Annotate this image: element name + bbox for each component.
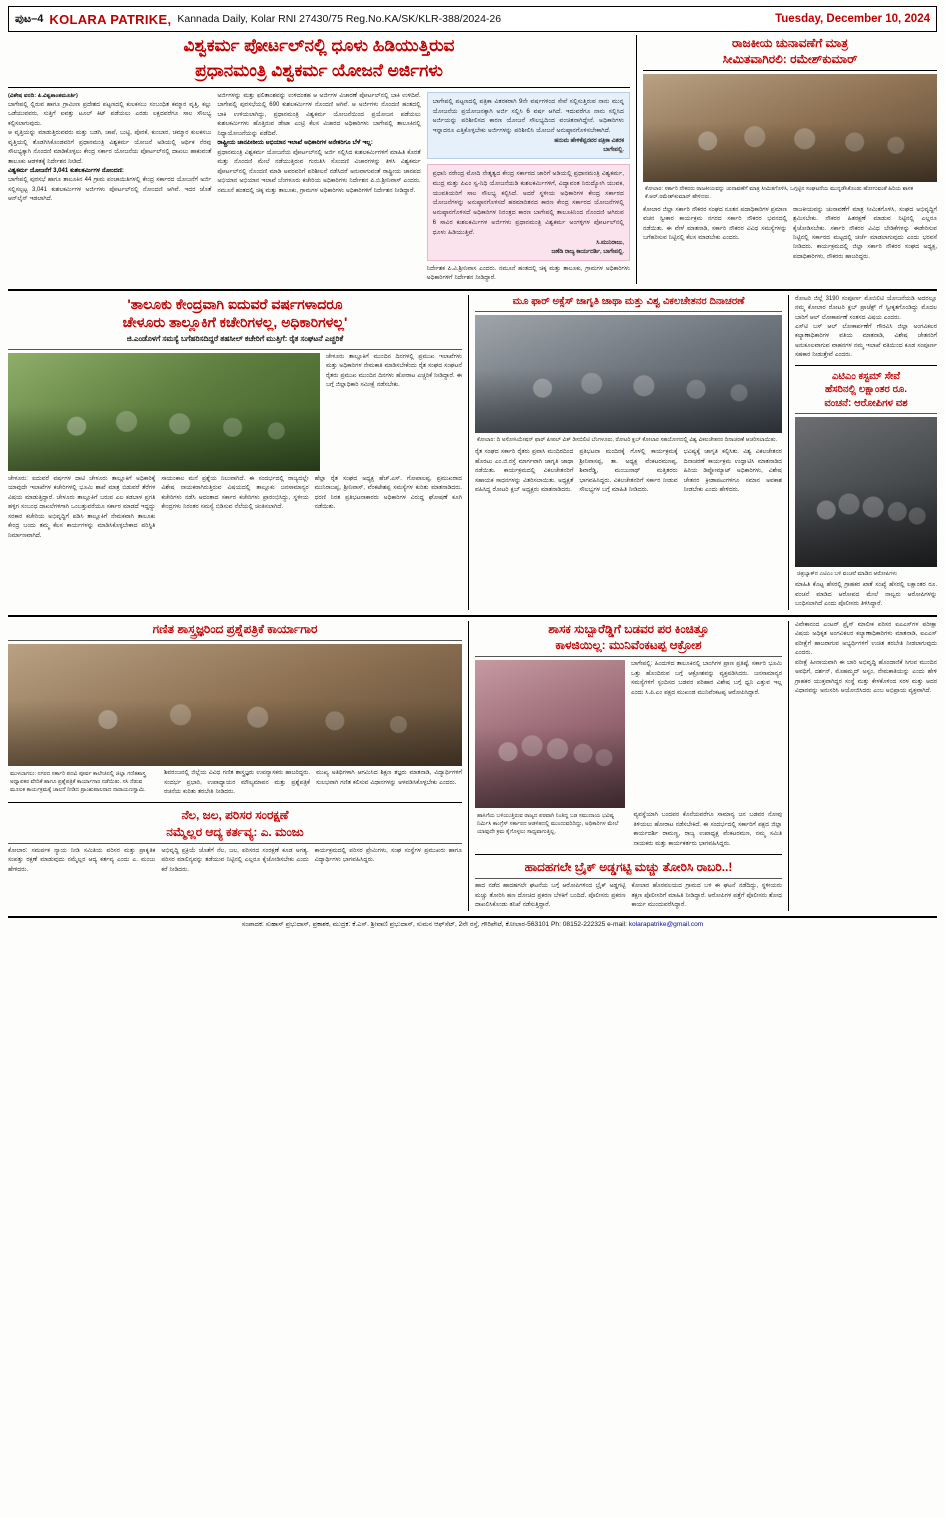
low-mid-headline-line1: ಶಾಸಕ ಸುಬ್ಬಾರೆಡ್ಡಿಗೆ ಬಡವರ ಪರ ಕಿಂಚಿತ್ತೂ [548, 621, 709, 636]
quote-blue-credit-place: ಬಾಗೇಪಲ್ಲಿ. [603, 147, 624, 154]
lead-col1-p3: ಬಾಗೇಪಲ್ಲಿ ಪುರಸಭೆ ಹಾಗೂ ತಾಲೂಕಿನ 44 ಗ್ರಾಮ ಪಂಚಾಯಿತಿಗಳಲ್ಲಿ ಕೇಂದ್ರ ಸರ್ಕಾರದ ಯೋಜನೆಗೆ ಅರ್ಜಿ ಸಲ್ಲಿಸಲ್ಪಟ್ಟ 3,041 ಕುಶಲಕರ್ಮಿಗಳ ಅರ್ಜಿಗಳು ಪೋರ್ಟಲ್‌ನಲ್ಲಿ ನೋಂದಣಿ ಆಗಿವೆ. ಇದರ ಜೊತೆ ಆನ್‌ಲೈನ್ ಇಡಲಾಗಿದೆ. [8, 177, 212, 203]
mid-right-subhead-line2: ಹೆಸರಿನಲ್ಲಿ ಲಕ್ಷಾಂತರ ರೂ. [824, 384, 908, 396]
low-left-photo [8, 644, 462, 766]
mid-mid-col-3: ಭವಿಷ್ಯಕ್ಕೆ ಜಾಗೃತಿ ಕಲ್ಪಿಸಿತು. ವಿಶ್ವ ವಿಕಲಚೇತನರ ದಿನಾಚರಣೆ ಕಾರ್ಯಕ್ರಮ ಉದ್ಘಾಟಿಸಿ ಮಾತನಾಡಿದ ಹಿರಿಯ ಡಿಪ್ಲೋಮ್ಯಾಟ್ ಅಧಿಕಾರಿಗಳು, ವಿಶೇಷ ಚೇತನರ ಕ್ರೀಡಾಪಟುಗಳಿಗೂ ಸಮಾನ ಅವಕಾಶ ನೀಡಬೇಕು ಎಂದು ಹೇಳಿದರು. [683, 449, 782, 494]
quote-pink-credit-role: ಜಣೆಡಿ ರಾಜ್ಯ ಕಾರ್ಯದರ್ಶಿ, ಬಾಗೇಪಲ್ಲಿ. [551, 248, 624, 255]
low-mid-col-4: ಕೋಲಾರ ಹೊರವಲಯದ ಗ್ರಾಮದ ಬಳಿ ಈ ಘಟನೆ ನಡೆದಿದ್ದು, ಸ್ಥಳೀಯರು ತಕ್ಷಣ ಪೊಲೀಸರಿಗೆ ಮಾಹಿತಿ ನೀಡಿದ್ದಾರೆ. ಆರೋಪಿಗಳ ಪತ್ತೆಗೆ ಪೊಲೀಸರು ಶೋಧ ಕಾರ್ಯ ಮುಂದುವರೆಸಿದ್ದಾರೆ. [631, 883, 782, 909]
footer-imprint [8, 916, 937, 929]
lead-dateline: (ವಿಶೇಷ ವರದಿ: ಪಿ.ವಿಶ್ವಶಾಂತಮೂರ್ತಿ) [8, 92, 78, 99]
mid-section [8, 295, 937, 610]
top-section [8, 35, 937, 284]
lead-col2-p1: ಅರ್ಜಿಗಳನ್ನು ಮತ್ತು ಫಲಿತಾಂಶವನ್ನು ಉಳಿದಂತಹ ಆ ಅರ್ಜಿಗಳ ವಿಚಾರಣೆ ಪೋರ್ಟಲ್‌ನಲ್ಲಿ ಬಾಕಿ ಉಳಿದಿವೆ. ಬಾಗೇಪಲ್ಲಿ ಪುರಸಭೆಯಲ್ಲಿ 690 ಕುಶಲಕರ್ಮಿಗಳ ನೊಂದಣಿ ಆಗಿವೆ. ಆ ಅರ್ಜಿಗಳು ನೊಂದಣಿ ಹಂತದಲ್ಲಿ ಬಾಕಿ ಉಳಿಯಲಾಗಿದ್ದು, ಪ್ರಧಾನಮಂತ್ರಿ ವಿಶ್ವಕರ್ಮ ಯೋಜನೆಯಿಂದ ಪ್ರಯೋಜನ ಪಡೆಯಲು ಕುಶಲಕರ್ಮಿಗಳು ಹೊತ್ತಿರುವ ಡೇಟಾ ಎಂಟ್ರಿ ಕೆಲಸ ವಿಚಾರದ ಅಧಿಕಾರಿಗಳು ಬಾಗೇಪಲ್ಲಿ ತಾಲೂಕಿನಲ್ಲಿ ನಿಧ್ಯಾಯೋಜನೆಯನ್ನು ಪಡೆದಿವೆ. [217, 92, 421, 137]
lead-col2-subhead: ರಾಷ್ಟ್ರೀಯ ಜಾನಪೀಠೀಯ ಅಭಿಯಾನ ಇಲಾಖೆ ಅಧಿಕಾರಿಗಳ ಅನೇಕರಿಗೂ ಬೆಳೆ ಇಲ್ಲ: [217, 140, 373, 147]
mid-middle-story [468, 295, 788, 610]
mid-left-headline-line2: ಚೇಳೂರು ತಾಲ್ಲೂಕಿಗೆ ಕಚೇರಿಗಳಲ್ಲ, ಅಧಿಕಾರಿಗಳಲ್ಲ' [122, 314, 348, 331]
low-left-headline: ಗಣಿತ ಶಾಸ್ತ್ರಜ್ಞರಿಂದ ಪ್ರಶ್ನೆಪತ್ರಿಕೆ ಕಾರ್ಯಾಗಾರ [152, 621, 318, 636]
mid-left-bottom-row [8, 475, 462, 541]
top-right-photo-caption: ಕೋಲಾರ: ಸರ್ಕಾರಿ ನೌಕರರು ರಾಜಕೀಯವನ್ನು ಚುನಾವಣೆಗೆ ಮಾತ್ರ ಸೀಮಿತಗೊಳಿಸಿ, ಒಗ್ಗಟ್ಟಿನ ಸಂಘಟನೆಯ ಮುನ್ನಡೆಸಿಕೊಂಡು ಹೋಗುವಂತೆ ಹಿರಿಯ ಶಾಸಕ ಕೆ.ಆರ್.ರಮೇಶ್‌ಕುಮಾರ್ ಹೇಳಿದರು. [645, 186, 914, 201]
quote-blue-credit-name: ಹನುಮ ಹೇಳಿಕೆಪ್ಪನವರ ಪತ್ರಿಕಾ ವಿತರಕ [554, 138, 624, 145]
low-mid-photo-caption: ಹಾಸಿಗೆಯ ಬಳಿಯುತ್ತಿರುವ ರಾಜ್ಯದ ಪರವಾಗಿ ನಿಂತಿದ್ದ ಬಡ ಸಮುದಾಯ ಭವಿಷ್ಯ ನಿರ್ಮಿಸಿ ಕಾಂಗ್ರೆಸ್ ಸರ್ಕಾರದ ಆಡಳಿತದಲ್ಲಿ ಮುಂದುವರಿದಿದ್ದು, ಅಧಿಕಾರಿಗಳ ಮೇಲೆ ಯಾವುದೇ ಕ್ರಮ ಕೈಗೊಳ್ಳಲು ಸಾಧ್ಯವಾಗುತ್ತಿಲ್ಲ. [477, 813, 619, 836]
quote-blue-text: ಬಾಗೇಪಲ್ಲಿ ಪಟ್ಟಣದಲ್ಲಿ ಪತ್ರಿಕಾ ವಿತರಕರಾಗಿ 9ನೇ ವರ್ಷಗಳಿಂದ ಸೇವೆ ಸಲ್ಲಿಸುತ್ತಿರುವ ನಾನು ಮುನ್ನ ಯೋಜನೆಯ ಪ್ರಯೋಜನಕ್ಕಾಗಿ ಅರ್ಜಿ ಸಲ್ಲಿಸಿ 6 ವರ್ಷ ಆಗಿದೆ. ಇದುವರೆಗೂ ನಾನು ಸಲ್ಲಿಸಿದ ಅರ್ಜಿಯನ್ನು ಪರಿಶೀಲಿಸದ ಕಾರಣ ಯೋಜನೆ ಸೌಲಭ್ಯದಿಂದ ವಂಚಿತನಾಗಿದ್ದೇನೆ. ಅಧಿಕಾರಿಗಳು ಇನ್ನಾದರೂ ಎತ್ತಿಕೊಳ್ಳಬೇಕು ಅರ್ಜಿಗಳನ್ನು ಪರಿಶೀಲಿಸಿ ಯೋಜನೆ ಅನುಷ್ಠಾನಗೊಳಿಸಬೇಕಾಗಿದೆ. [432, 97, 624, 135]
quote-box-blue [427, 92, 630, 159]
mid-left-photo-wrap [8, 353, 320, 471]
lead-column-2 [217, 92, 420, 284]
lead-headline-line1: ವಿಶ್ವಕರ್ಮ ಪೋರ್ಟಲ್‌ನಲ್ಲಿ ಧೂಳು ಹಿಡಿಯುತ್ತಿರುವ [183, 36, 455, 55]
top-right-columns [643, 206, 937, 263]
mid-right-col-2: ಎಸ್‌ಟಿ ಬಸ್ ಆಲ್ ಲೋಕಾರ್ಪಣೆಗೆ ಗೌರವಿಸಿ ಜಿಲ್ಲಾ ಅಂಗವಿಕಲರ ಕಲ್ಯಾಣಾಧಿಕಾರಿಗಳ ವತಿಯ ಮಾತನಾಡಿ, ವಿಶೇಷ ಚೇತನರಿಗೆ ಅನುಕೂಲವಾಗುವ ವಾಹನಗಳ ನಮ್ಮ ಇಲಾಖೆ ವತಿಯಿಂದ ಕೂಡ ಸಂಪೂರ್ಣ ಸಹಕಾರ ನೀಡುತ್ತೇವೆ ಎಂದರು. [795, 323, 937, 359]
footer-email[interactable]: kolarapatrike@gmail.com [628, 920, 704, 928]
mid-mid-photo [475, 315, 782, 433]
mid-left-subheadline: ಜಿ.ಎಂಡೊಳಗೆ ಸಮಸ್ಯೆ ಬಗೆಹರಿಸದಿದ್ದರೆ ತಹಸೀಲ್ ಕಚೇರಿಗೆ ಮುತ್ತಿಗೆ: ರೈತ ಸಂಘಟನೆ ಎಚ್ಚರಿಕೆ [126, 334, 344, 344]
mid-right-story [788, 295, 937, 610]
low-mid-col-3: ಹಾದ ನಡೆದ ಹಾದಹಗಲೇ ಘಟನೆಯ ಬಗ್ಗೆ ಆರೋಪಿಗಳಿಂದ ಬ್ರೈಕ್ ಅಡ್ಡಗಟ್ಟಿ ಮಚ್ಚು ತೋರಿಸಿ ಹಣ ದೋಚಿದ ಪ್ರಕರಣ ಬೆಳಕಿಗೆ ಬಂದಿದೆ. ಪೊಲೀಸರು ಪ್ರಕರಣ ದಾಖಲಿಸಿಕೊಂಡು ತನಿಖೆ ನಡೆಸುತ್ತಿದ್ದಾರೆ. [475, 883, 626, 909]
low-mid-robbery-columns [475, 882, 782, 910]
mid-left-top-row [8, 353, 462, 471]
low-mid-col-2: ವ್ಯವಸ್ಥೆಯಾಗಿ ಬಂದವರ ಕೊನೆಯವರೆಗೂ ಸಾಮಾನ್ಯ ಜನ ಬಡವರ ನೋವು ತಿಳಿಯಲು ಹೋರಾಟ ನಡೆಸಬೇಕಿದೆ. ಈ ಸಂದರ್ಭದಲ್ಲಿ ಸರ್ಕಾರಿಗೆ ಪಕ್ಷದ ಜಿಲ್ಲಾ ಕಾರ್ಯದರ್ಶಿ ರಾಮಣ್ಣ, ರಾಜ್ಯ ಉಪಾಧ್ಯಕ್ಷ ವೆಂಕಟರಮಣ, ನಮ್ಮ ಸಮಿತಿ ನಾಯಕರು ಮತ್ತು ಕಾರ್ಯಕರ್ತರು ಭಾಗವಹಿಸಿದ್ದರು. [633, 812, 782, 847]
low-left-subhead-line2: ನಮ್ಮೆಲ್ಲರ ಆದ್ಯ ಕರ್ತವ್ಯ: ಎ. ಮಂಜು [166, 824, 304, 839]
low-left-lower-columns [8, 847, 462, 875]
mid-right-col-1: ರೋಟರಿ ಜಿಲ್ಲೆ 3190 ಸಂಪೂರ್ಣ ಮೊಬಿಲಿಟಿ ಯೋಜನೆಯಡಿ ಅದರಲ್ಲೂ ನಮ್ಮ ಕೋಲಾರ ರೋಟರಿ ಕ್ಲಬ್ ಪ್ರಾಜೆಕ್ಟ್ ಗೆ ಸ್ವೀಕೃತಗೊಂಡಿದ್ದು ಮೊದಲ ಬಾರಿಗೆ ಆಲ್ ಲೋಕಾರ್ಪಣೆ ಸಂತಸದ ವಿಷಯ ಎಂದರು. [795, 295, 937, 321]
lead-col1-p2: ಆ ವೃತ್ತಿಯನ್ನು ಮಾಡುತ್ತಿರುವವರು ಮತ್ತು ಬಡಗಿ, ಚಾಪೆ, ಬುಟ್ಟಿ, ಪೊರಕೆ, ಕುಂಬಾರ, ಚಮ್ಮಾರ ಕುಲಕಸಬು ವೃತ್ತಿಯಲ್ಲಿ ತೊಡಗಿಸಿಕೊಂಡವರಿಗೆ ಪ್ರಧಾನಮಂತ್ರಿ ವಿಶ್ವಕರ್ಮ ಯೋಜನೆ ಅಡಿಯಲ್ಲಿ ಆರ್ಥಿಕ ನೆರವು ಸೌಲಭ್ಯಕ್ಕಾಗಿ ನೊಂದಣಿ ಮಾಡಿಕೊಳ್ಳಲು ಕೇಂದ್ರ ಸರ್ಕಾರ ಯೋಜನೆಯ ಪೋರ್ಟಲ್‌ನಲ್ಲಿ ದಾಖಲು ಹಾಕುವಂತೆ ತಾಲೂಕು ಆಡಳಿತಕ್ಕೆ ನಿರ್ದೇಶನ ನೀಡಿದೆ. [8, 130, 212, 165]
low-mid-bottom-row [475, 811, 782, 849]
paper-subtitle: Kannada Daily, Kolar RNI 27430/75 Reg.No.KA/SK/KLR-388/2024-26 [177, 13, 502, 25]
quote-box-pink [427, 164, 630, 261]
issue-date: Tuesday, December 10, 2024 [775, 13, 930, 25]
mid-left-col-2: ಸಾಯಂಕಾಲ ಮನೆ ಪ್ರಶ್ನೆಯ ನಿಲುವಾಗಿದೆ. ಈ ಸಂದರ್ಭದಲ್ಲಿ ರಾಜ್ಯದಲ್ಲೇ ವಿಶೇಷ ನಾಯಕರಾಗಿರುತ್ತಿರುವ ವಿಷಯದಲ್ಲಿ ತಾಲ್ಲೂಕು ಜನಸಾಮಾನ್ಯರ ಕಚೇರಿಗಳು ನಡೆಸಿ ಆದಂತಾದ ಸರ್ಕಾರ ಕಚೇರಿಗಳು ಪ್ರಾರಂಭಿಸಿದ್ದು, ಸ್ಥಳೀಯ ಕೇಂದ್ರಗಳು ನಿರಂತರ ಸಮಸ್ಯೆ ಬಿಡಿಸುವ ನೆಲೆಯಲ್ಲಿ ಚಿಂತಿಸಲಾಗಿದೆ. [161, 475, 309, 511]
low-left-col-6: ಕಾರ್ಯಕ್ರಮದಲ್ಲಿ ಪರಿಸರ ಪ್ರೇಮಿಗಳು, ಸಂಘ ಸಂಸ್ಥೆಗಳ ಪ್ರಮುಖರು ಹಾಗೂ ವಿದ್ಯಾರ್ಥಿಗಳು ಭಾಗವಹಿಸಿದ್ದರು. [314, 847, 462, 864]
top-right-photo [643, 74, 937, 182]
mid-left-headline-line1: 'ತಾಲೂಕು ಕೇಂದ್ರವಾಗಿ ಐದುವರೆ ವರ್ಷಗಳಾದರೂ [127, 295, 343, 312]
page-number: ಪುಟ–4 [15, 12, 44, 25]
low-left-photo-caption: ಮುಳಬಾಗಲು: ನಗರದ ಸರ್ಕಾರಿ ಪದವಿ ಪೂರ್ವ ಕಾಲೇಜಿನಲ್ಲಿ ಜಿಲ್ಲಾ ಗಣಿತಶಾಸ್ತ್ರ ಅಧ್ಯಾಪಕರ ವೇದಿಕೆ ಹಾಗೂ ಪ್ರಶ್ನೆಪತ್ರಿಕೆ ಕಾರ್ಯಾಗಾರ ನಡೆಯಿತು. ಸಸಿ ನೆಡುವ ಮೂಲಕ ಕಾರ್ಯಕ್ರಮಕ್ಕೆ ಚಾಲನೆ ನೀಡಿದ ಪ್ರಾಂಶುಪಾಲರಾದ ನಾರಾಯಣಸ್ವಾಮಿ. [10, 771, 146, 794]
low-mid-photo-wrap [475, 660, 625, 808]
mid-mid-photo-caption: ಕೋಲಾರ: ದಿ ಅಸೋಸಿಯೇಷನ್ ಫಾರ್ ಪೀಪಲ್ ವಿತ್ ಡಿಸಬಿಲಿಟಿ ಬೆಂಗಳೂರು, ರೋಟರಿ ಕ್ಲಬ್ ಕೋಲಾರ ಸಹಯೋಗದಲ್ಲಿ ವಿಶ್ವ ವಿಕಲಚೇತನರ ದಿನಾಚರಣೆ ಆಚರಿಸಲಾಯಿತು. [477, 437, 778, 444]
low-left-col-5: ಅಭಿವೃದ್ಧಿ ಪ್ರಕ್ರಿಯೆ ಜೊತೆಗೆ ನೆಲ, ಜಲ, ಪರಿಸರದ ಸಂರಕ್ಷಣೆ ಕೂಡ ಅಗತ್ಯ. ಪರಿಸರ ಮಾಲಿನ್ಯವನ್ನು ತಡೆಯುವ ನಿಟ್ಟಿನಲ್ಲಿ ಎಲ್ಲರೂ ಕೈಜೋಡಿಸಬೇಕು ಎಂದು ಕರೆ ನೀಡಿದರು. [161, 847, 309, 873]
top-right-story [636, 35, 937, 284]
mid-right-photo [795, 417, 937, 567]
low-section [8, 621, 937, 911]
low-mid-subheadline: ಹಾದಹಗಲೇ ಬ್ರೈಕ್ ಅಡ್ಡಗಟ್ಟಿ ಮಚ್ಚು ತೋರಿಸಿ ರಾಬರಿ..! [524, 860, 733, 875]
low-right-story [788, 621, 937, 911]
low-mid-top-row [475, 660, 782, 808]
mid-right-col-3: ಮಾಹಿತಿ ಕೊಟ್ಟ ಹೆಸರಲ್ಲಿ ಗ್ರಾಹಕರ ಖಾತೆ ಸಂಖ್ಯೆ ಹೆಸರಲ್ಲಿ ಲಕ್ಷಾಂತರ ರೂ. ವಂಚನೆ ಮಾಡಿದ ಆರೋಪದ ಮೇಲೆ ನಾಲ್ವರು ಆರೋಪಿಗಳನ್ನು ಬಂಧಿಸಲಾಗಿದೆ ಎಂದು ಪೊಲೀಸರು ತಿಳಿಸಿದ್ದಾರೆ. [795, 582, 937, 608]
mid-right-photo-caption: ಚಿತ್ರಬ್ಯಾಕ್‌ನ ಎಟಿಎಂ ಬಳಿ ವಂಚನೆ ಮಾಡಿದ ಆರೋಪಿಗಳು [797, 571, 898, 578]
mid-left-story [8, 295, 468, 610]
low-right-col-2: ಪರೀಕ್ಷೆ ಹೀನಾಯವಾಗಿ ಈ ಬಾರಿ ಅಭಿವೃದ್ಧಿ ಹೊಂದಾಣಿಕೆ ಸಿಗುವ ಮುಂದಿನ ಅವಧಿಗೆ, ದರ್ಶನ್, ಮೊಹಮ್ಮದ್ ಅಸ್ಲಂ, ನೇಮಕಾತಿಯನ್ನು ಎಂದು ಹೇಳಿ ಗ್ರಾಹಕರ ಯುಕ್ತವಾಗಿದ್ದರ ಸಂಸ್ಥೆ ಮತ್ತು ಕೇಳಕೊಳಿಂದ ಸರಳ ಮತ್ತು ಆದರ ವಿಧಾನವನ್ನು ಅನುಸರಿಸಿ ಆಯೋಜಿಸಿದರು ಎಂಬ ಅಭಿಪ್ರಾಯ ವ್ಯಕ್ತವಾಗಿದೆ. [795, 659, 937, 695]
lead-headline-line2: ಪ್ರಧಾನಮಂತ್ರಿ ವಿಶ್ವಕರ್ಮ ಯೋಜನೆ ಅರ್ಜಿಗಳು [195, 60, 443, 80]
lead-column-1 [8, 92, 211, 284]
paper-title: KOLARA PATRIKE, [49, 11, 172, 27]
mid-left-photo [8, 353, 320, 471]
mid-left-col-4: ಹೆಲ್ಲಾ ರೈತ ಸಂಘದ ಅಧ್ಯಕ್ಷ ಹೆಚ್.ಎಸ್. ಗೋಪಾಲಪ್ಪ, ಪ್ರಮುಖರಾದ ಮುನಿರಾಜಪ್ಪ, ಶ್ರೀನಿವಾಸ್, ವೆಂಕಟೇಶಪ್ಪ ಸಮಸ್ಯೆಗಳ ಕುರಿತು ಮಾತನಾಡಿದರು. ಧರಣಿ ನಿರತ ಪ್ರತಿಭಟನಾಕಾರರು ಅಧಿಕಾರಿಗಳ ವಿರುದ್ಧ ಘೋಷಣೆ ಕೂಗಿ ನಡೆಯಿತು. [314, 475, 462, 511]
quote-pink-credit-name: ಸಿ.ಮುನಿರಾಜು, [596, 239, 624, 246]
low-left-col-2: ಶಿವರಂಜನಲ್ಲಿ ಜಿಲ್ಲೆಯ ವಿವಿಧ ಗಣಿತ ಶಾಸ್ತ್ರಜ್ಞರು ಉಪನ್ಯಾಸಕರು ಹಾಜರಿದ್ದರು. ಸಂದರ್ಭ ಪ್ರಭಾರಿ, ಉಪಾಧ್ಯಾಯರ ಮೌಲ್ಯಮಾಪನ ಮತ್ತು ಪ್ರಶ್ನೆಪತ್ರಿಕೆ ರಚನೆಯ ಕುರಿತು ತರಬೇತಿ ನೀಡಿದರು. [164, 770, 310, 795]
mid-mid-col-1: ರೈತ ಸಂಘದ ಸರ್ಕಾರಿ ರೈತರು ಪ್ರವಾಸಿ ಮಂದಿರದಿಂದ ಹೊರಟು ಎಂ.ಜಿ.ರಸ್ತೆ ಮಾರ್ಗವಾಗಿ ಜಾಗೃತಿ ಜಾಥಾ ನಡೆಯಿತು. ಕಾರ್ಯಕ್ರಮದಲ್ಲಿ ವಿಕಲಚೇತನರಿಗೆ ಸಹಾಯಕ ಸಾಧನಗಳನ್ನು ವಿತರಿಸಲಾಯಿತು. ಅಧ್ಯಕ್ಷತೆ ವಹಿಸಿದ್ದ ರೋಟರಿ ಕ್ಲಬ್ ಅಧ್ಯಕ್ಷರು ಮಾತನಾಡಿದರು. [475, 449, 574, 494]
top-right-col-2: ರಾಜಕೀಯವನ್ನು ಚುನಾವಣೆಗೆ ಮಾತ್ರ ಸೀಮಿತಗೊಳಿಸಿ, ಸಂಘದ ಅಭಿವೃದ್ಧಿಗೆ ಶ್ರಮಿಸಬೇಕು. ನೌಕರರ ಹಿತರಕ್ಷಣೆ ಮಾಡುವ ನಿಟ್ಟಿನಲ್ಲಿ ಎಲ್ಲರೂ ಕೈಜೋಡಿಸಬೇಕು. ಸರ್ಕಾರಿ ನೌಕರರ ವಿವಿಧ ಬೇಡಿಕೆಗಳನ್ನು ಈಡೇರಿಸುವ ನಿಟ್ಟಿನಲ್ಲಿ ಸರ್ಕಾರದ ಮಟ್ಟದಲ್ಲಿ ಚರ್ಚೆ ಮಾಡಲಾಗುವುದು ಎಂದು ಭರವಸೆ ನೀಡಿದರು. ಕಾರ್ಯಕ್ರಮದಲ್ಲಿ ಜಿಲ್ಲಾ ಸರ್ಕಾರಿ ನೌಕರರ ಸಂಘದ ಅಧ್ಯಕ್ಷ, ಪದಾಧಿಕಾರಿಗಳು, ನೌಕರರು ಹಾಜರಿದ್ದರು. [793, 206, 937, 260]
footer-text: ಸಂಪಾದಕ: ಸುಹಾಸ್ ಪ್ರಭುದಾಸ್, ಪ್ರಕಾಶಕ, ಮುದ್ರಕ: ಕೆ.ಎಸ್. ಶ್ರೀವಾಣಿ ಪ್ರಭುದಾಸ್, ಸುಮನ ಆಫ್‌ಸೆಟ್, 2ನೇ ರಸ್ತೆ, ಗೌರಿಪೇಟೆ, ಕೋಲಾರ-563101 Ph: 08152-222325 e-mail: [241, 920, 629, 928]
mid-right-subhead-line3: ವಂಚನೆ: ಆರೋಪಿಗಳ ವಶ [824, 397, 908, 409]
low-mid-headline-line2: ಕಾಳಜಿಯಿಲ್ಲ: ಮುನಿವೆಂಕಟಪ್ಪ ಆಕ್ರೋಶ [555, 638, 702, 653]
top-right-headline-line2: ಸೀಮಿತವಾಗಿರಲಿ: ರಮೇಶ್‌ಕುಮಾರ್ [722, 52, 858, 67]
lead-story [8, 35, 636, 284]
lead-column-3 [427, 92, 630, 284]
low-left-subhead-line1: ನೆಲ, ಜಲ, ಪರಿಸರ ಸಂರಕ್ಷಣೆ [181, 808, 289, 823]
low-mid-col-1: ಬಾಗೇಪಲ್ಲಿ: ಹಿಂದುಳಿದ ತಾಲೂಕಿನಲ್ಲಿ ಬಾಂಗಿಗಳ ಪ್ರಾಣ ಪ್ರತಿಷ್ಠೆ, ಸರ್ಕಾರಿ ಭೂಮಿ ಒತ್ತು ಹೊಂದಿರುವ ಬಗ್ಗೆ ಆಕ್ರೋಶವನ್ನು ವ್ಯಕ್ತಪಡಿಸಿದರು. ಜನಸಾಮಾನ್ಯರ ಸಮಸ್ಯೆಗಳಿಗೆ ಸ್ಪಂದಿಸದ ಬಡವರ ಪರಿಹಾರ ವಿಶೇಷ ಬಗ್ಗೆ ಧ್ವನಿ ಎತ್ತುವ ಇಲ್ಲ ಎಂದು ಸಿ.ಪಿ.ಎಂ ಪಕ್ಷದ ಮುಖಂಡ ಮುನಿವೆಂಕಟಪ್ಪ ಆರೋಪಿಸಿದ್ದಾರೆ. [631, 661, 782, 696]
lead-columns [8, 92, 630, 284]
top-right-headline-line1: ರಾಜಕೀಯ ಚುನಾವಣೆಗೆ ಮಾತ್ರ [731, 36, 849, 50]
mid-left-col-1: ಚೇಳೂರು: ಐದುವರೆ ವರ್ಷಗಳ ದಾಟಿ ಚೇಳೂರು ತಾಲ್ಲೂಕಿಗೆ ಅಧಿಕಾರಿಕ್ಕೆ ಯಾವುದೇ ಇಲಾಖೆಗಳ ಕಚೇರಿಗಳಲ್ಲಿ ಭೂಮಿ ಶಾಖೆ ಮಾತ್ರ ಬಿಡುವರೆ ತೆರೆಗಳ ವಿಷಯ ಮಾಡುತ್ತಿದ್ದಾರೆ. ಚೇಳೂರು ತಾಲ್ಲೂಕಿಗೆ ಬರುವ ಎಲ ಕಡಬಾಳ ಪ್ರಗತಿ ಹಳ್ಳಿಗ ಸಂಬಂಧ ದಾಖಲೆಗಳಿಗಾಗಿ ಒಂಬತ್ತುವರೆಯೂ ಸರ್ಕಾರ ಮಾಡದೆ ಇದ್ದದ್ದು ಸರಕಾರ ಕಚೇರಿಯ ಅಭಿವೃದ್ಧಿಗೆ ಪಡಿಸಿ ತಾಲ್ಲೂಕಿಗೆ ನೇಮಕವಾಗಿ ತಾಲೂಕು ಕೇಂದ್ರ ಬಂದು ತಮ್ಮ ಕೆಲಸ ಕಾರ್ಯಗಳನ್ನು ಮಾಡಿಸಿಕೊಳ್ಳಬೇಕಾದ ಪರಿಸ್ಥಿತಿ ನಿರ್ಮಾಣವಾಗಿದೆ. [8, 475, 156, 539]
lead-col3-tail: ನಿರ್ದೇಶಕ ಪಿ.ವಿ.ಶ್ರೀನಿವಾಸ ಎಂದರು. ನಮೂನೆ ಹಂತದಲ್ಲಿ ಚಿಕ್ಕ ಮತ್ತು ತಾಲೂಕು, ಗ್ರಾಮಗಳ ಅಧಿಕಾರಿಗಳು ಅಧಿಕಾರಿಗಳಿಗೆ ನಿರ್ದೇಶನ ನೀಡಿದ್ದಾರೆ. [426, 265, 630, 282]
mid-mid-col-2: ಪ್ರತಿಭಟನಾ ಮಂದಿರಕ್ಕೆ ಗೊಳಲ್ಲಿ ಕಾರ್ಯಕ್ರಮಕ್ಕೆ ಶ್ರೀನಿವಾಸಪ್ಪ, ತಾ. ಅಧ್ಯಕ್ಷ ವೆಂಕಟರಮಣಪ್ಪ, ಶಿವಾರೆಡ್ಡಿ, ಮಂಜುನಾಥ್ ಮತ್ತಿತರರು ಭಾಗವಹಿಸಿದ್ದರು. ವಿಕಲಚೇತನರಿಗೆ ಸರ್ಕಾರ ನೀಡುವ ಸೌಲಭ್ಯಗಳ ಬಗ್ಗೆ ಮಾಹಿತಿ ನೀಡಿದರು. [579, 449, 678, 494]
low-left-col-4: ಕೋಲಾರ: ಸಮರ್ಪಕ ನ್ಯಾಯ ನೀಡಿ ಸಮಿತಿಯ ಪರಿಸರ ಮತ್ತು ಪ್ರಾಕೃತಿಕ ಸಂಪತ್ತು ರಕ್ಷಣೆ ಮಾಡುವುದು ನಮ್ಮೆಲ್ಲರ ಆದ್ಯ ಕರ್ತವ್ಯ ಎಂದು ಎ. ಮಂಜು ಹೇಳಿದರು. [8, 847, 156, 873]
low-left-columns [8, 769, 462, 797]
low-left-story [8, 621, 468, 911]
lead-col1-p1: ಬಾಗೇಪಲ್ಲಿ ಲ್ಲಿರುವ ಹಾಗೂ ಗ್ರಾಮೀಣ ಪ್ರದೇಶದ ಪಟ್ಟಣದಲ್ಲಿ ಕುಲಕಸಬು ಸಂಬಂಧಿತ ಕಮ್ಮಾರ ವೃತ್ತಿ, ಕಲ್ಲು ಒಡೆಯುವವರು, ಸುತ್ತಿಗೆ ಐವತ್ತು ಟೂಲ್ ಕಿಟ್ ಪಡೆಯಲು ಎರಡು ಲಕ್ಷದವರೆಗೂ ಸಾಲ ಸೌಲಭ್ಯ ಕಲ್ಪಿಸಲಾಗುವುದು. [8, 101, 212, 127]
mid-right-subhead-line1: ಎಟಿಎಂ ಕಸ್ಟಮ್ ಸೇವೆ [831, 370, 901, 382]
masthead [8, 6, 937, 32]
low-mid-photo [475, 660, 625, 808]
quote-pink-text: ಪ್ರಧಾನಿ ನರೇಂದ್ರ ಮೋದಿ ನೇತೃತ್ವದ ಕೇಂದ್ರ ಸರ್ಕಾರದ ಜಾರಿಗೆ ಅಡಿಯಲ್ಲಿ ಪ್ರಧಾನಮಂತ್ರಿ ವಿಶ್ವಕರ್ಮ, ಮುದ್ರ ಮತ್ತು ಪಿಎಂ ಸ್ವ-ನಿಧಿ ಯೋಜನೆಯಡಿ ಕುಶಲಕರ್ಮಿಗಳಿಗೆ, ವಿದ್ಯಾವಂತ ನಿರುದ್ಯೋಗಿ ಯುವಕ, ಯುವತಿಯರಿಗೆ ಸಾಲ ಸೌಲಭ್ಯ ಕಲ್ಪಿಸಿದೆ. ಅದರೆ ಸ್ಥಳೀಯ ಅಧಿಕಾರಿಗಳ ಕೇಂದ್ರ ಸರ್ಕಾರದ ಯೋಜನೆಗಳನ್ನು ಅನುಷ್ಠಾನಗೊಳಿಸದೆ ಹಠಮಾರಿತನದ ಕಾರಣ ಕೇಂದ್ರ ಸರ್ಕಾರದ ಯೋಜನೆಗಳಲ್ಲಿ ಅನುಷ್ಠಾನಗೊಳಿಸದೆ ಅಧಿಕಾರಿಗಳ ನಿರಂತ್ರದ ಕಾರಣ ಬಾಗೇಪಲ್ಲಿ ತಾಲೂಕಿನಿಂದ ನೊಂದಣಿ ಆಗಿರುವ 6 ಸಾವಿರ ಕುಶಲಕರ್ಮಿಗಳ ಅರ್ಜಿಗಳು ಪ್ರಧಾನಮಂತ್ರಿ ವಿಶ್ವಕರ್ಮ ಅಂಗಳ್ಳಿಗಳ ಪೋರ್ಟಲ್‌ನಲ್ಲಿ ಧೂಳು ಹಿಡಿಯುತ್ತಿವೆ. [432, 170, 624, 236]
low-middle-story [468, 621, 788, 911]
low-left-col-3: ಮುಖ್ಯ ಅತಿಥಿಗಳಾಗಿ ಆಗಮಿಸಿದ ಶಿಕ್ಷಣ ತಜ್ಞರು ಮಾತನಾಡಿ, ವಿದ್ಯಾರ್ಥಿಗಳಿಗೆ ಸುಲಭವಾಗಿ ಗಣಿತ ಕಲಿಸುವ ವಿಧಾನಗಳನ್ನು ಅಳವಡಿಸಿಕೊಳ್ಳಬೇಕು ಎಂದರು. [316, 770, 462, 786]
mid-mid-headline: ಮೂ ಫಾರ್ ಅಕ್ಸೆಸ್ ಜಾಗೃತಿ ಜಾಥಾ ಮತ್ತು ವಿಶ್ವ ವಿಕಲಚೇತನರ ದಿನಾಚರಣೆ [512, 295, 745, 307]
mid-left-col-3: ಚೇಳೂರು ತಾಲ್ಲೂಕಿಗೆ ಮುಂದಿನ ದಿನಗಳಲ್ಲಿ ಪ್ರಮುಖ ಇಲಾಖೆಗಳು ಮತ್ತು ಅಧಿಕಾರಿಗಳ ನೇಮಕಾತಿ ಮಾಡಿಸಬೇಕೆಂದು ರೈತ ಸಂಘದ ಸಂಘಟನೆ ರೈತರು ಪ್ರಮುಖ ಮುಂದಿನ ದಿನಗಳು ಹೋರಾಟ ಎಚ್ಚರಿಕೆ ನೀಡಿದ್ದಾರೆ. ಈ ಬಗ್ಗೆ ಜಿಲ್ಲಾಧಿಕಾರಿ ಸಮೀಕ್ಷೆ ನಡೆಸಬೇಕು. [326, 353, 462, 389]
mid-mid-columns [475, 448, 782, 495]
top-right-col-1: ಕೋಲಾರ ಜಿಲ್ಲಾ ಸರ್ಕಾರಿ ನೌಕರರ ಸಂಘದ ನೂತನ ಪದಾಧಿಕಾರಿಗಳ ಪ್ರಮಾಣ ವಚನ ಸ್ವೀಕಾರ ಕಾರ್ಯಕ್ರಮ ನಗರದ ಸರ್ಕಾರಿ ನೌಕರರ ಭವನದಲ್ಲಿ ನಡೆಯಿತು. ಈ ವೇಳೆ ಮಾತನಾಡಿ, ಸರ್ಕಾರಿ ನೌಕರರ ವಿವಿಧ ಸಮಸ್ಯೆಗಳನ್ನು ಬಗೆಹರಿಸುವ ನಿಟ್ಟಿನಲ್ಲಿ ಕೆಲಸ ಮಾಡಬೇಕು ಎಂದರು. [643, 206, 787, 241]
low-right-col-1: ವಿವೇಕಾನಂದ ಎಂಟರ್ ಪ್ರೈಸ್ ಮಾಲೀಕ ಪರಿಸರ ಐಎಎಸ್‌ಗಳ ಪರೀಕ್ಷಾ ವಿಷಯ ಅಧಿಕೃತ ಅಂಗವಿಕಲರ ಕಲ್ಯಾಣಾಧಿಕಾರಿಗಳು ಮಾತನಾಡಿ, ಐಎಎಸ್ ಪರೀಕ್ಷೆಗೆ ಹಾಜರಾಗುವ ಅಭ್ಯರ್ಥಿಗಳಿಗೆ ಉಚಿತ ತರಬೇತಿ ನೀಡಲಾಗುವುದು ಎಂದರು. [795, 621, 937, 657]
lead-col2-p2: ಪ್ರಧಾನಮಂತ್ರಿ ವಿಶ್ವಕರ್ಮ ಯೋಜನೆಯ ಪೋರ್ಟಲ್‌ನಲ್ಲಿ ಅರ್ಜಿ ಸಲ್ಲಿಸಿದ ಕುಶಲಕರ್ಮಿಗಳಿಗೆ ಮಾಹಿತಿ ಕೊರತೆ ಮತ್ತು ನೊಂದಣಿ ಮೇಲೆ ನಡೆಯುತ್ತಿರುವ ಗುರುತಿಸಿ ಸೊಂದಣಿ ವಿಚಾರಗಳನ್ನು ತಿಳಿಸಿ ವಿಶ್ವಕರ್ಮ ಪೋರ್ಟಲ್‌ನಲ್ಲಿ ನೊಂದಣಿ ಮಾಡಿ ಅವರವರಿಗೆ ಪರಿಶೀಲನೆ ನಡೆಸಿದರೆ ಅನುವಾಗುವಂತೆ ರಾಷ್ಟ್ರೀಯ ಜಾನಪದ ಅಭಿಯಾನ ಅಭಿಯಾನ ಇಲಾಖೆ ಬೆಂಗಳೂರು ಕಚೇರಿಯ ಅಧಿಕಾರಿಗಳು ನಿರ್ದೇಶನ ಪಿ.ಬಿ.ಶ್ರೀನಿವಾಸ್ ಎಂದರು. ನಮೂನೆ ಹಂತದಲ್ಲಿ ಚಿಕ್ಕ ಮತ್ತು ತಾಲೂಕು, ಗ್ರಾಮಗಳ ಅಧಿಕಾರಿಗಳು ಅಧಿಕಾರಿಗಳಿಗೆ ನಿರ್ದೇಶನ ನೀಡಿದ್ದಾರೆ. [217, 149, 421, 194]
lead-col1-subhead: ವಿಶ್ವಕರ್ಮ ಯೋಜನೆಗೆ 3,041 ಕುಶಲಕರ್ಮಿಗಳ ನೋಂದಣಿ: [8, 167, 124, 174]
